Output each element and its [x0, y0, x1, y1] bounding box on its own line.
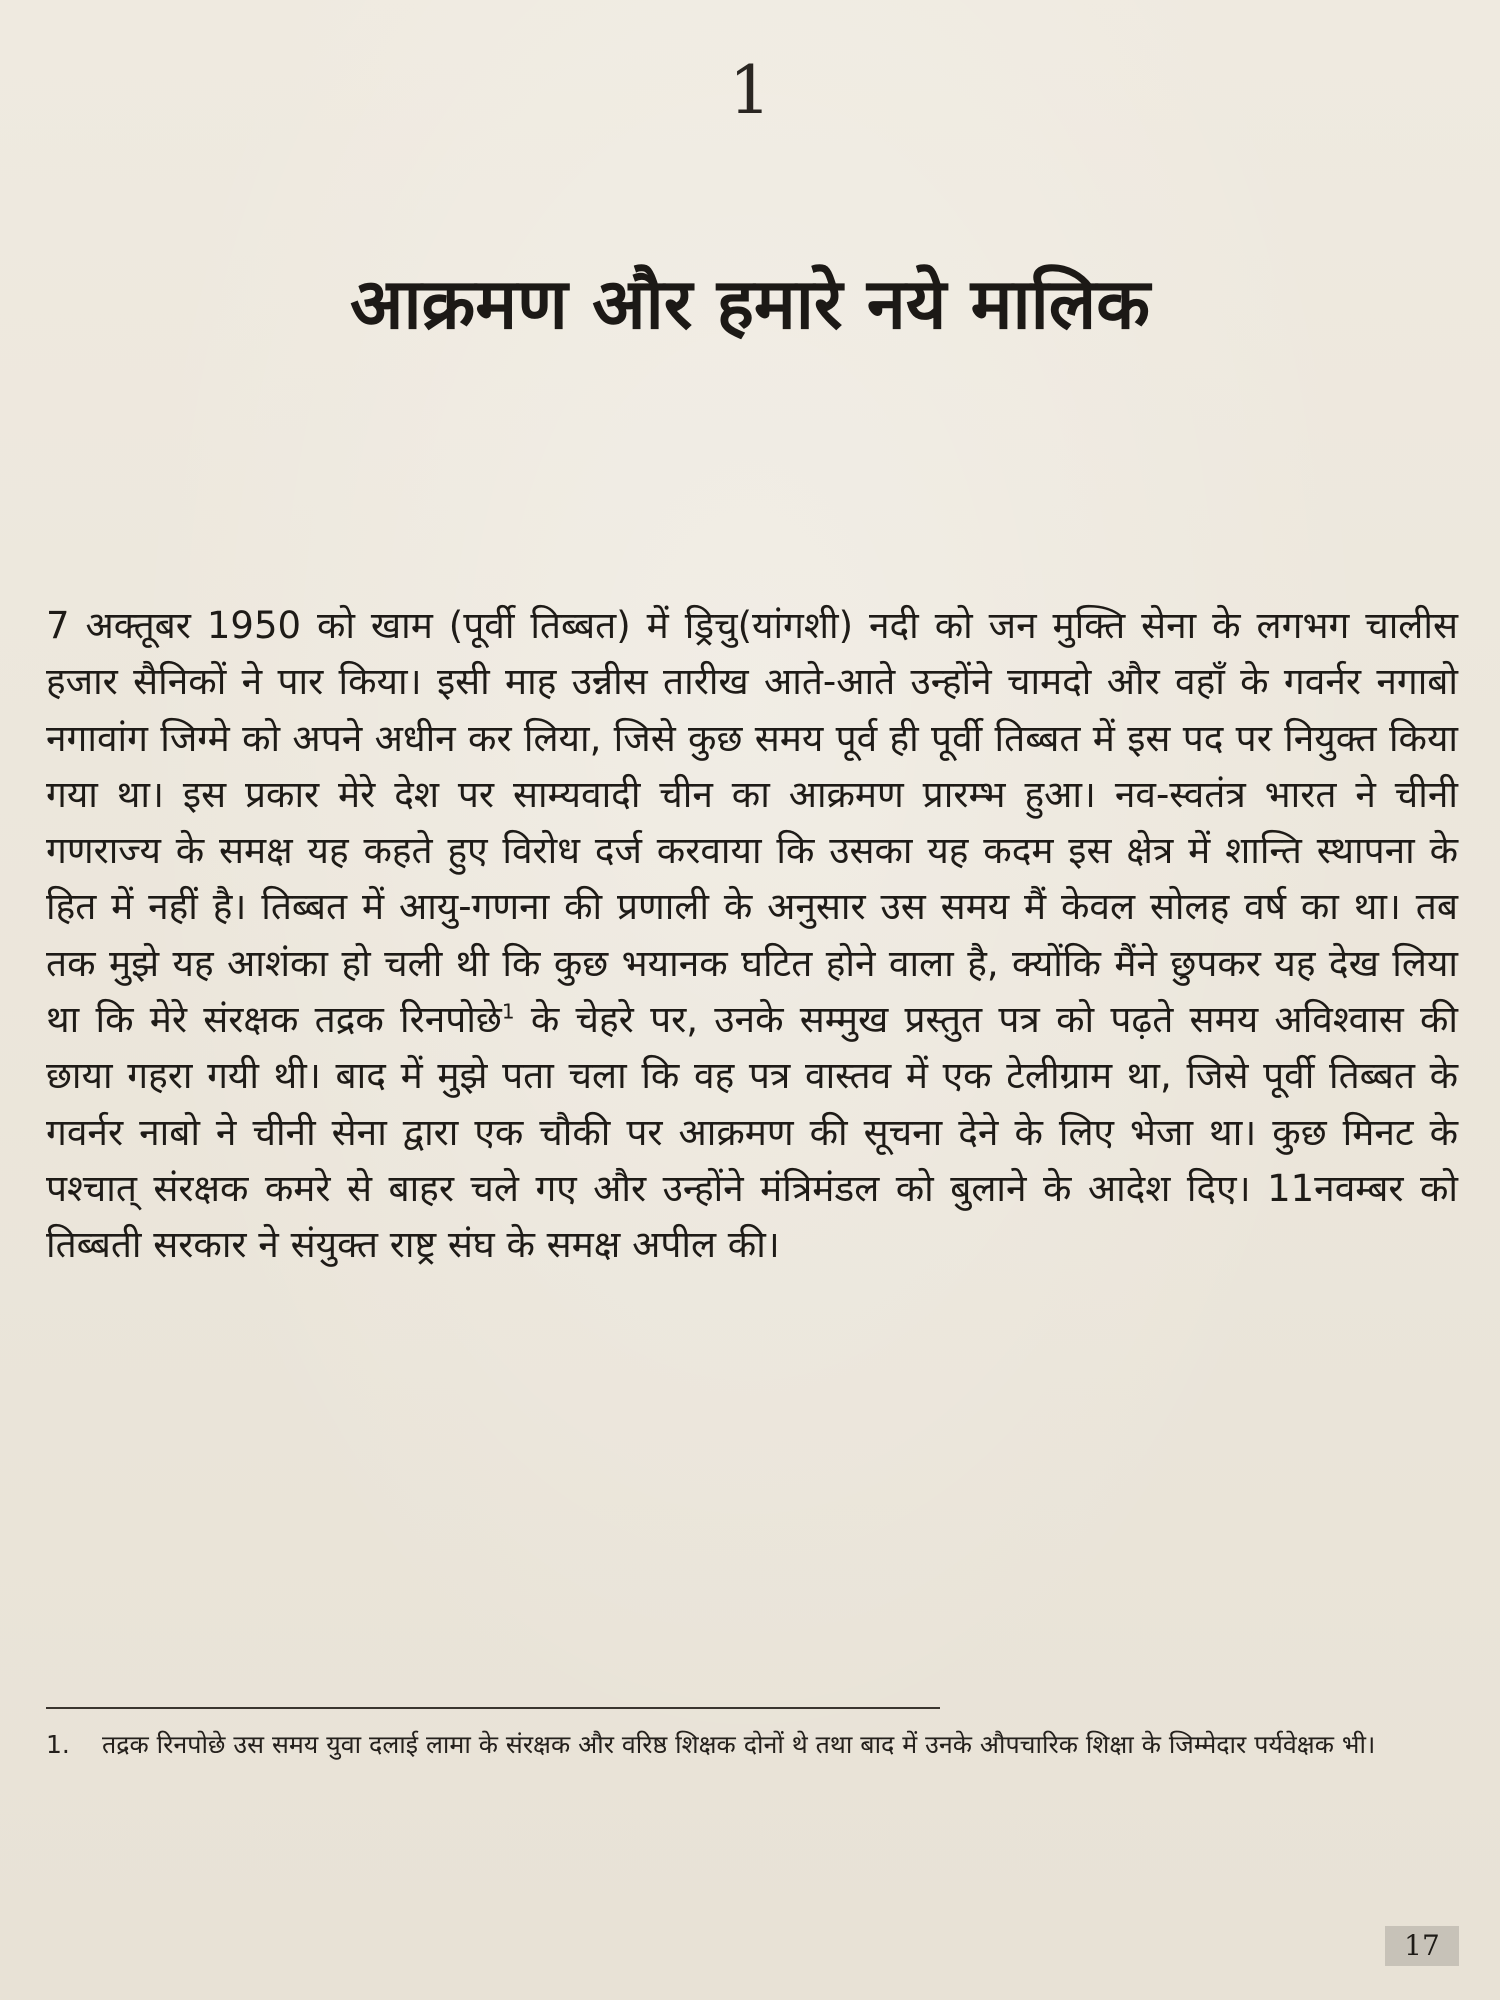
body-paragraph	[46, 598, 1458, 1274]
body-text-part-1: 7 अक्तूबर 1950 को खाम (पूर्वी तिब्बत) में ड्रिचु(यांगशी) नदी को जन मुक्ति सेना के लगभग चालीस हजार सैनिकों ने पार किया। इसी माह उन्नीस तारीख आते-आते उन्होंने चामदो और वहाँ के गवर्नर नगाबो नगावांग जिग्मे को अपने अधीन कर लिया, जिसे कुछ समय पूर्व ही पूर्वी तिब्बत में इस पद पर नियुक्त किया गया था। इस प्रकार मेरे देश पर साम्यवादी चीन का आक्रमण प्रारम्भ हुआ। नव-स्वतंत्र भारत ने चीनी गणराज्य के समक्ष यह कहते हुए विरोध दर्ज करवाया कि उसका यह कदम इस क्षेत्र में शान्ति स्थापना के हित में नहीं है। तिब्बत में आयु-गणना की प्रणाली के अनुसार उस समय मैं केवल सोलह वर्ष का था। तब तक मुझे यह आशंका हो चली थी कि कुछ भयानक घटित होने वाला है, क्योंकि मैंने छुपकर यह देख लिया था कि मेरे संरक्षक तद्रक रिनपोछे	[46, 604, 1458, 1042]
body-text-part-2: के चेहरे पर, उनके सम्मुख प्रस्तुत पत्र को पढ़ते समय अविश्वास की छाया गहरा गयी थी। बाद में मुझे पता चला कि वह पत्र वास्तव में एक टेलीग्राम था, जिसे पूर्वी तिब्बत के गवर्नर नाबो ने चीनी सेना द्वारा एक चौकी पर आक्रमण की सूचना देने के लिए भेजा था। कुछ मिनट के पश्चात् संरक्षक कमरे से बाहर चले गए और उन्होंने मंत्रिमंडल को बुलाने के आदेश दिए। 11नवम्बर को तिब्बती सरकार ने संयुक्त राष्ट्र संघ के समक्ष अपील की।	[46, 998, 1459, 1267]
chapter-number: 1	[729, 52, 771, 129]
page-number: 17	[1385, 1926, 1459, 1966]
footnote-number: 1.	[46, 1730, 70, 1759]
chapter-title: आक्रमण और हमारे नये मालिक	[349, 262, 1151, 345]
footnote-text: तद्रक रिनपोछे उस समय युवा दलाई लामा के संरक्षक और वरिष्ठ शिक्षक दोनों थे तथा बाद में उनके औपचारिक शिक्षा के जिम्मेदार पर्यवेक्षक भी।	[102, 1730, 1376, 1759]
footnote-divider	[46, 1707, 940, 1709]
footnote-reference: 1	[501, 999, 515, 1024]
